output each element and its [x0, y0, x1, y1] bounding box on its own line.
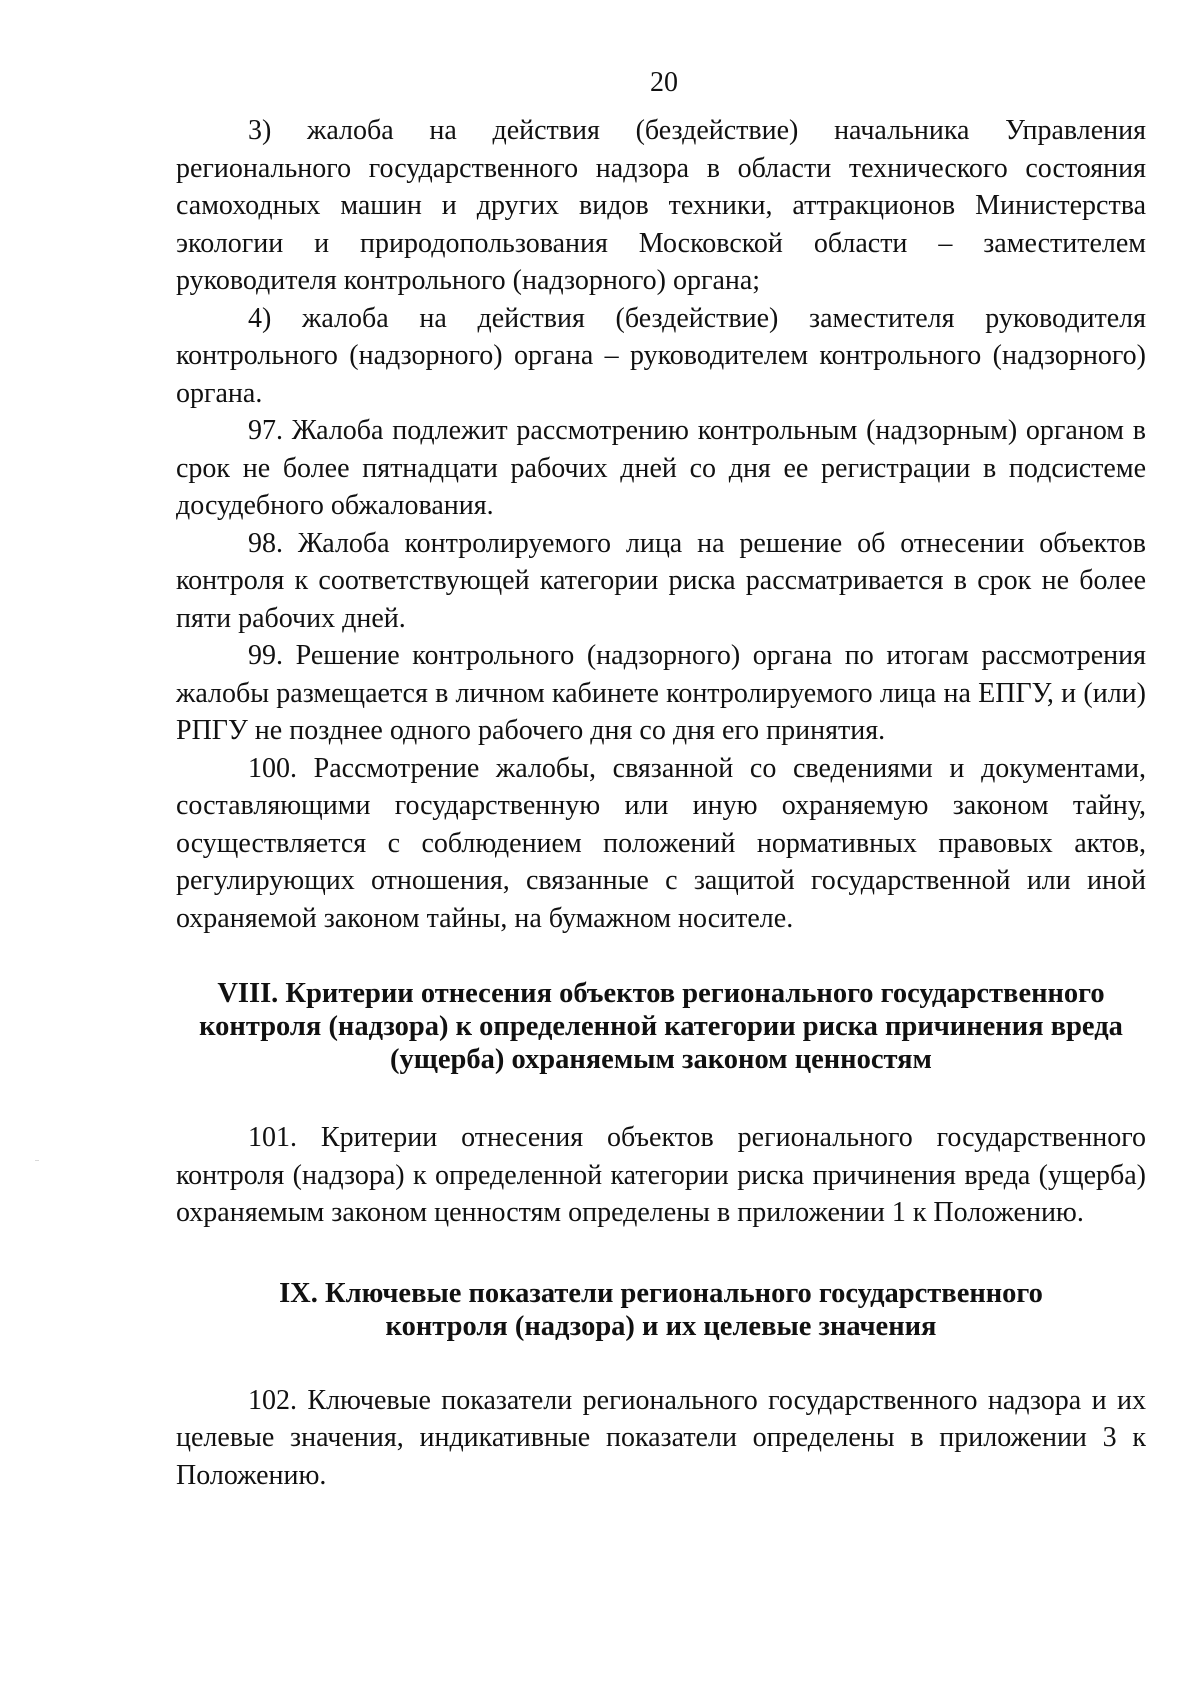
section-9-heading: [176, 1277, 1146, 1343]
section-8-heading-line: (ущерба) охраняемым законом ценностям: [390, 1044, 932, 1075]
paragraph-98: 98. Жалоба контролируемого лица на решение об отнесении объектов контроля к соответствующей категории риска рассматривается в срок не более пяти рабочих дней.: [176, 527, 1146, 634]
paragraph-99: 99. Решение контрольного (надзорного) органа по итогам рассмотрения жалобы размещается в личном кабинете контролируемого лица на ЕПГУ, и (или) РПГУ не позднее одного рабочего дня со дня его принятия.: [176, 640, 1146, 746]
paragraph-item-4: 4) жалоба на действия (бездействие) заместителя руководителя контрольного (надзорного) органа – руководителем контрольного (надзорного) органа.: [176, 302, 1146, 409]
section-8-heading: [176, 977, 1146, 1076]
section-9-heading-line: контроля (надзора) и их целевые значения: [385, 1310, 937, 1342]
paragraph-97: 97. Жалоба подлежит рассмотрению контрольным (надзорным) органом в срок не более пятнадцати рабочих дней со дня ее регистрации в подсистеме досудебного обжалования.: [176, 415, 1146, 521]
paragraph-item-3: 3) жалоба на действия (бездействие) начальника Управления регионального государственного надзора в области технического состояния самоходных машин и других видов техники, аттракционов Министерства экологии и природопользования Московской области – заместителем руководителя контрольного (надзорного) органа;: [176, 115, 1146, 296]
document-body: [176, 112, 1146, 1494]
section-9-heading-line: IX. Ключевые показатели регионального государственного: [279, 1277, 1043, 1309]
scan-mark: [35, 1160, 39, 1161]
section-8-heading-line: контроля (надзора) к определенной категории риска причинения вреда: [199, 1011, 1123, 1042]
page-number: 20: [650, 67, 678, 98]
paragraph-101: 101. Критерии отнесения объектов регионального государственного контроля (надзора) к определенной категории риска причинения вреда (ущерба) охраняемым законом ценностям определены в приложении 1 к Положению.: [176, 1122, 1146, 1228]
section-8-heading-line: VIII. Критерии отнесения объектов регионального государственного: [217, 978, 1105, 1009]
paragraph-100: 100. Рассмотрение жалобы, связанной со сведениями и документами, составляющими государственную или иную охраняемую законом тайну, осуществляется с соблюдением положений нормативных правовых актов, регулирующих отношения, связанные с защитой государственной или иной охраняемой законом тайны, на бумажном носителе.: [176, 752, 1146, 934]
paragraph-102: 102. Ключевые показатели регионального государственного надзора и их целевые значения, индикативные показатели определены в приложении 3 к Положению.: [176, 1384, 1146, 1491]
